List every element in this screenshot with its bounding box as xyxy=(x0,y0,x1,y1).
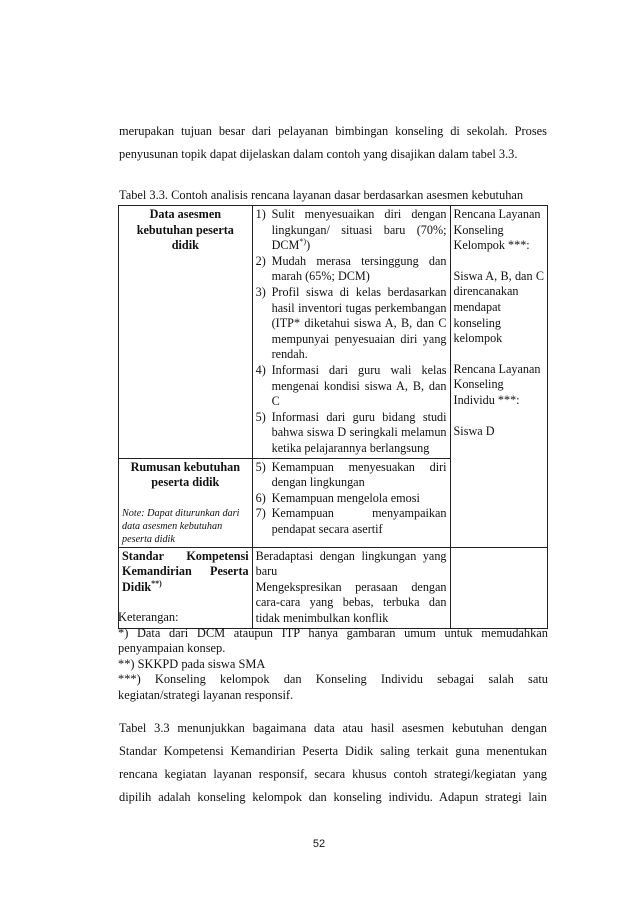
closing-line: Tabel 3.3 menunjukkan bagaimana data atau hasil asesmen kebutuhan dengan xyxy=(119,721,547,735)
cell-assessment-head: Data asesmen kebutuhan peserta didik xyxy=(119,206,253,459)
closing-line: rencana kegiatan layanan responsif, secara khusus contoh strategi/kegiatan yang xyxy=(119,767,547,781)
footnote-mark: **) xyxy=(151,578,162,588)
needs-head-title: Rumusan kebutuhan peserta didik xyxy=(130,459,240,490)
list-item xyxy=(256,363,447,410)
standard-head-line: Kemandirian Peserta xyxy=(122,564,249,579)
item-text: Informasi dari guru wali kelas mengenai kondisi siswa A, B, dan C xyxy=(271,362,447,409)
item-text: Kemampuan menyampaikan pendapat secara asertif xyxy=(271,506,447,536)
list-item xyxy=(256,285,447,363)
closing-line: Standar Kompetensi Kemandirian Peserta Didik saling terkait guna menentukan xyxy=(119,744,547,758)
item-number: 4) xyxy=(255,362,266,377)
item-text: Kemampuan menyesuakan diri dengan lingkungan xyxy=(271,459,447,490)
intro-line: penyusunan topik dapat dijelaskan dalam contoh yang disajikan dalam tabel 3.3. xyxy=(119,147,518,161)
cell-needs-list xyxy=(252,458,450,547)
list-item xyxy=(256,207,447,254)
cell-service-plan xyxy=(450,206,547,548)
assessment-list xyxy=(256,207,447,457)
item-number: 3) xyxy=(255,284,266,299)
standard-text: Mengekspresikan perasaan dengan cara-cara yang bebas, terbuka dan tidak menimbulkan konflik xyxy=(255,579,447,626)
note-line: penyampaian konsep. xyxy=(118,641,226,656)
individual-plan-students: Siswa D xyxy=(453,423,495,438)
intro-paragraph xyxy=(119,120,547,166)
list-item xyxy=(256,460,447,491)
individual-plan-title: Rencana Layanan Konseling Individu ***: xyxy=(453,361,541,407)
standard-head-line: Standar Kompetensi xyxy=(122,548,249,563)
item-number: 5) xyxy=(255,459,266,474)
item-number: 6) xyxy=(255,490,266,505)
note-line: *) Data dari DCM ataupun ITP hanya gambaran umum untuk memudahkan xyxy=(118,625,548,640)
item-text: Mudah merasa tersinggung dan marah (65%; DCM) xyxy=(271,253,447,284)
needs-head-note: Note: Dapat diturunkan dari data asesmen kebutuhan peserta didik xyxy=(122,507,240,545)
analysis-table xyxy=(118,205,548,629)
list-item xyxy=(256,410,447,457)
closing-line: dipilih adalah konseling kelompok dan konseling individu. Adapun strategi lain xyxy=(119,790,547,804)
group-plan-students: Siswa A, B, dan C direncanakan mendapat konseling kelompok xyxy=(453,268,544,346)
standard-head-line: Didik xyxy=(122,579,152,594)
cell-assessment-data xyxy=(252,206,450,459)
item-text: Profil siswa di kelas berdasarkan hasil inventori tugas perkembangan (ITP* diketahui siswa A, B, dan C mempunyai penyesuaian diri yang rendah. xyxy=(271,284,447,362)
cell-needs-head xyxy=(119,458,253,547)
closing-paragraph xyxy=(119,717,547,809)
page-number: 52 xyxy=(312,838,326,850)
item-text-part: ) xyxy=(306,238,311,253)
footnote-mark: *) xyxy=(299,237,307,247)
item-number: 5) xyxy=(255,409,266,424)
table-row xyxy=(119,206,548,459)
note-line: **) SKKPD pada siswa SMA xyxy=(118,656,266,671)
item-number: 7) xyxy=(255,506,266,521)
item-number: 1) xyxy=(255,207,266,221)
note-line: kegiatan/strategi layanan responsif. xyxy=(118,687,294,702)
note-line: ***) Konseling kelompok dan Konseling Individu sebagai salah satu xyxy=(118,672,548,687)
intro-line: merupakan tujuan besar dari pelayanan bimbingan konseling di sekolah. Proses xyxy=(119,124,547,138)
notes-title: Keterangan: xyxy=(118,610,179,624)
table-caption: Tabel 3.3. Contoh analisis rencana layanan dasar berdasarkan asesmen kebutuhan xyxy=(119,188,524,202)
standard-text: Beradaptasi dengan lingkungan yang baru xyxy=(255,548,447,579)
group-plan-title: Rencana Layanan Konseling Kelompok ***: xyxy=(453,207,541,253)
item-text: Informasi dari guru bidang studi bahwa siswa D seringkali melamun ketika pelajarannya berlangsung xyxy=(271,409,447,455)
list-item xyxy=(256,254,447,285)
table-notes xyxy=(118,610,548,704)
item-number: 2) xyxy=(255,253,266,268)
item-text-part: Sulit menyesuaikan diri dengan lingkungan/ situasi baru (70%; DCM xyxy=(271,207,447,253)
list-item xyxy=(256,491,447,507)
item-text xyxy=(272,207,447,254)
needs-list xyxy=(256,460,447,538)
item-text: Kemampuan mengelola emosi xyxy=(271,490,420,505)
list-item xyxy=(256,506,447,537)
